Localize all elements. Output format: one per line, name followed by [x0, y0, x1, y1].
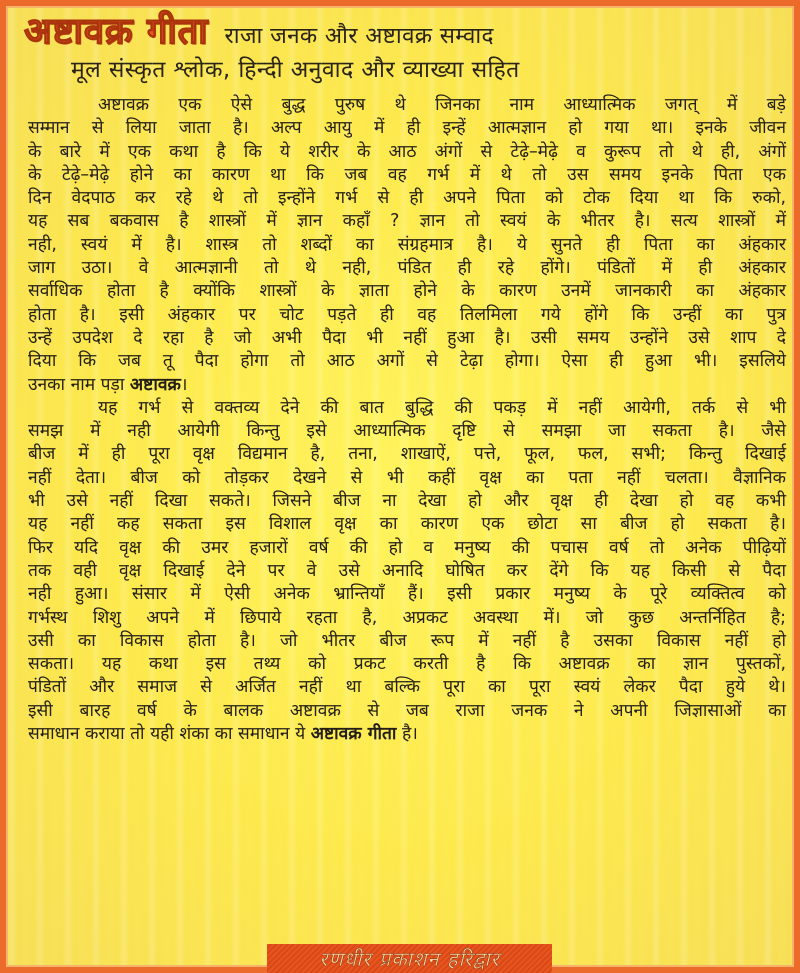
text-line: भी उसे नहीं दिखा सकते। जिसने बीज ना देखा हो और वृक्ष ही देखा हो वह कभी — [28, 491, 786, 512]
text-line: यह गर्भ से वक्तव्य देने की बात बुद्धि की पकड़ में नहीं आयेगी, तर्क से भी — [98, 397, 786, 418]
text-line: सर्वाधिक होता है क्योंकि शास्त्रों के ज्ञाता होने के कारण उनमें जानकारी का अंहकार — [28, 281, 786, 302]
line-text: है। — [396, 724, 418, 745]
text-line-last — [28, 723, 786, 746]
bold-term: अष्टावक्र — [129, 374, 181, 395]
text-line: होता है। इसी अंहकार पर चोट पड़ते ही वह तिलमिला गये होंगे कि उन्हीं का पुत्र — [28, 304, 786, 325]
text-line: दिया कि जब तू पैदा होगा तो आठ अगों से टेढ़ा होगा। ऐसा ही हुआ भी। इसलिये — [28, 351, 786, 372]
line-text: । — [180, 374, 188, 395]
text-line: सम्मान से लिया जाता है। अल्प आयु में ही इन्हें आत्मज्ञान हो गया था। इनके जीवन — [28, 118, 786, 139]
main-title: अष्टावक्र गीता — [24, 11, 209, 52]
text-line: यह सब बकवास है शास्त्रों में ज्ञान कहाँ ? ज्ञान तो स्वयं के भीतर है। सत्य शास्त्रों में — [28, 211, 786, 232]
text-line: उसी का विकास होता है। जो भीतर बीज रूप में नहीं है उसका विकास नहीं हो — [28, 630, 786, 651]
text-line: नही, स्वयं में है। शास्त्र तो शब्दों का संग्रहमात्र है। ये सुनते ही पिता का अंहकार — [28, 234, 786, 255]
publisher-name: रणधीर प्रकाशन हरिद्वार — [319, 947, 500, 971]
line-text: समाधान कराया तो यही शंका का समाधान ये — [28, 724, 311, 745]
subtitle-line2: मूल संस्कृत श्लोक, हिन्दी अनुवाद और व्याख्या सहित — [71, 57, 520, 83]
text-line: के टेढ़े–मेढ़े होने का कारण था कि जब वह गर्भ में थे तो उस समय इनके पिता एक — [28, 164, 786, 185]
text-line: सकता। यह कथा इस तथ्य को प्रकट करती है कि अष्टावक्र का ज्ञान पुस्तकों, — [28, 654, 786, 675]
paragraph-2 — [28, 397, 786, 746]
line-text: उनका नाम पड़ा — [28, 374, 130, 395]
text-line: दिन वेदपाठ कर रहे थे तो इन्होंने गर्भ से ही अपने पिता को टोक दिया था कि रुको, — [28, 188, 786, 209]
text-line: पंडितों और समाज से अर्जित नहीं था बल्कि पूरा का पूरा स्वयं लेकर पैदा हुये थे। — [28, 677, 786, 698]
text-line: यह नहीं कह सकता इस विशाल वृक्ष का कारण एक छोटा सा बीज हो सकता है। — [28, 514, 786, 535]
paragraph-1 — [28, 94, 786, 397]
text-line: के बारे में एक कथा है कि ये शरीर के आठ अंगों से टेढ़े–मेढ़े व कुरूप तो थे ही, अंगों — [28, 141, 786, 162]
text-line: अष्टावक्र एक ऐसे बुद्ध पुरुष थे जिनका नाम आध्यात्मिक जगत् में बड़े — [98, 95, 786, 115]
text-line: गर्भस्थ शिशु अपने में छिपाये रहता है, अप्रकट अवस्था में। जो कुछ अन्तर्निहित है; — [28, 607, 786, 628]
body-text — [28, 94, 786, 746]
bold-term: अष्टावक्र गीता — [310, 724, 397, 745]
text-line: बीज में ही पूरा वृक्ष विद्यमान है, तना, शाखाऐं, पत्ते, फूल, फल, सभी; किन्तु दिखाई — [28, 444, 786, 465]
text-line: तक वही वृक्ष दिखाई देने पर वे उसे अनादि घोषित कर देंगे कि यह किसी से पैदा — [28, 560, 786, 581]
text-line: इसी बारह वर्ष के बालक अष्टावक्र से जब राजा जनक ने अपनी जिज्ञासाओं का — [28, 700, 786, 721]
text-line: फिर यदि वृक्ष की उमर हजारों वर्ष की हो व मनुष्य की पचास वर्ष तो अनेक पीढ़ियों — [28, 537, 786, 558]
subtitle: राजा जनक और अष्टावक्र सम्वाद — [224, 23, 494, 49]
text-line: जाग उठा। वे आत्मज्ञानी तो थे नही, पंडित ही रहे होंगे। पंडितों में ही अंहकार — [28, 258, 786, 279]
text-line: नहीं देता। बीज को तोड़कर देखने से भी कहीं वृक्ष का पता नहीं चलता। वैज्ञानिक — [28, 467, 786, 488]
publisher-banner — [267, 944, 552, 973]
text-line: समझ में नही आयेगी किन्तु इसे आध्यात्मिक दृष्टि से समझा जा सकता है। जैसे — [28, 421, 786, 442]
title-row — [24, 12, 774, 52]
text-line: नही हुआ। संसार में ऐसी अनेक भ्रान्तियाँ हैं। इसी प्रकार मनुष्य के पूरे व्यक्तित्व को — [28, 584, 786, 605]
text-line: उन्हें उपदेश दे रहा है जो अभी पैदा भी नहीं हुआ है। उसी समय उन्होंने उसे शाप दे — [28, 327, 786, 348]
text-line-last — [28, 374, 786, 397]
